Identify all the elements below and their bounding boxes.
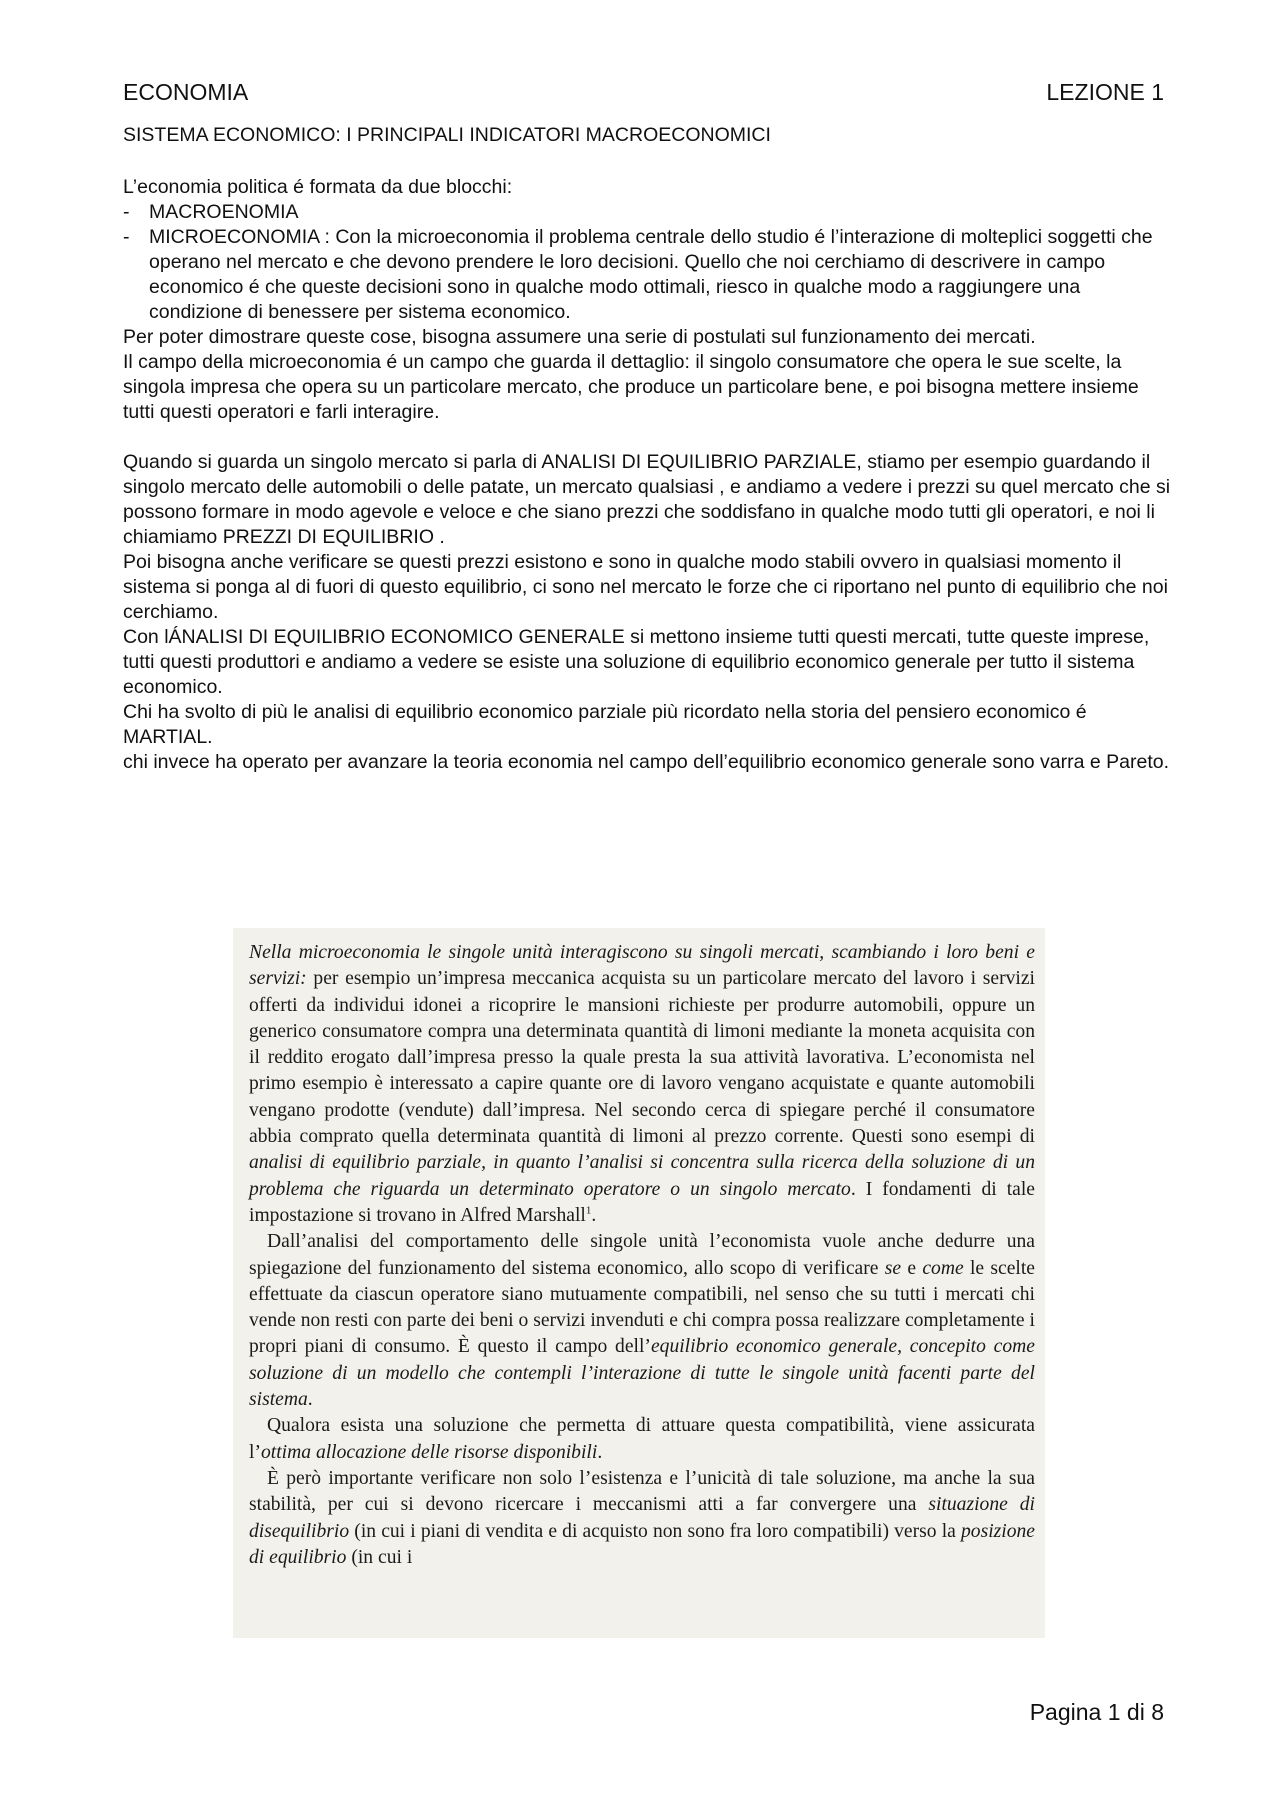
page-subtitle: SISTEMA ECONOMICO: I PRINCIPALI INDICATORI MACROECONOMICI xyxy=(123,124,771,146)
scan-text: . xyxy=(307,1389,313,1411)
paragraph: Poi bisogna anche verificare se questi prezzi esistono e sono in qualche modo stabili ovvero in qualsiasi momento il sistema si ponga al di fuori di questo equilibrio, ci sono nel mercato le forze che ci riportano nel punto di equilibrio che noi cerchiamo. xyxy=(123,551,1168,623)
body-text xyxy=(123,175,1173,775)
scan-italic: situazione di disequilibrio xyxy=(249,1494,1035,1542)
scan-italic: posizione di equilibrio xyxy=(249,1520,1035,1568)
paragraph: Quando si guarda un singolo mercato si parla di ANALISI DI EQUILIBRIO PARZIALE, stiamo per esempio guardando il singolo mercato delle automobili o delle patate, un mercato qualsiasi , e andiamo a vedere i prezzi su quel mercato che si possono formare in modo agevole e veloce e che siano prezzi che soddisfano in qualche modo tutti gli operatori, e noi li chiamiamo PREZZI DI EQUILIBRIO . xyxy=(123,451,1171,548)
spacer xyxy=(123,425,1173,450)
list-item: - MACROENOMIA xyxy=(123,200,1173,225)
paragraph: Per poter dimostrare queste cose, bisogna assumere una serie di postulati sul funzionamento dei mercati. xyxy=(123,326,1036,348)
scan-italic: equilibrio economico generale, concepito come soluzione di un modello che contempli l’interazione di tutte le singole unità facenti parte del sistema xyxy=(249,1336,1035,1411)
bullet-list xyxy=(123,200,1173,325)
scan-italic: come xyxy=(922,1257,964,1279)
paragraph: chi invece ha operato per avanzare la teoria economia nel campo dell’equilibrio economico generale sono varra e Pareto. xyxy=(123,751,1170,773)
lesson-number: LEZIONE 1 xyxy=(1046,79,1164,105)
intro-paragraph: L’economia politica é formata da due blocchi: xyxy=(123,176,513,198)
header-title: ECONOMIA xyxy=(123,79,249,105)
scan-text: per esempio un’impresa meccanica acquista su un particolare mercato del lavoro i servizi offerti da individui idonei a ricoprire le mansioni richieste per produrre automobili, oppure un generico consumatore compra una determinata quantità di limoni mediante la moneta acquisita con il reddito erogato dall’impresa presso la quale presta la sua attività lavorativa. L’economista nel primo esempio è interessato a capire quante ore di lavoro vengano acquistate e quante automobili vengano prodotte (vendute) dall’impresa. Nel secondo cerca di spiegare perché il consumatore abbia comprato quella determinata quantità di limoni al prezzo corrente. Questi sono esempi di xyxy=(249,968,1035,1148)
scan-text: . I fondamenti di tale impostazione si trovano in Alfred Marshall xyxy=(249,1178,1035,1226)
paragraph: Il campo della microeconomia é un campo che guarda il dettaglio: il singolo consumatore che opera le sue scelte, la singola impresa che opera su un particolare mercato, che produce un particolare bene, e poi bisogna mettere insieme tutti questi operatori e farli interagire. xyxy=(123,351,1139,423)
scan-text: le scelte effettuate da ciascun operatore siano mutuamente compatibili, nel senso che su tutti i mercati chi vende non resti con parte dei beni o servizi invenduti e chi compra possa realizzare completamente i propri piani di consumo. È questo il campo dell’ xyxy=(249,1257,1035,1358)
paragraph: Chi ha svolto di più le analisi di equilibrio economico parziale più ricordato nella storia del pensiero economico é MARTIAL. xyxy=(123,701,1087,748)
scan-text: . xyxy=(591,1204,597,1226)
footnote-marker: 1 xyxy=(585,1204,592,1217)
scan-text: (in cui i piani di vendita e di acquisto non sono fra loro compatibili) verso la xyxy=(349,1520,961,1542)
scan-italic: analisi di equilibrio parziale, in quanto l’analisi si concentra sulla ricerca della soluzione di un problema che riguarda un determinato operatore o un singolo mercato xyxy=(249,1152,1035,1200)
scan-italic: Nella microeconomia le singole unità interagiscono su singoli mercati, scambiando i loro beni e servizi: xyxy=(249,942,1035,990)
scan-text: È però importante verificare non solo l’esistenza e l’unicità di tale soluzione, ma anche la sua stabilità, per cui si devono ricercare i meccanismi atti a far convergere una xyxy=(249,1467,1035,1516)
paragraph: Con lÁNALISI DI EQUILIBRIO ECONOMICO GENERALE si mettono insieme tutti questi mercati, tutte queste imprese, tutti questi produttori e andiamo a vedere se esiste una soluzione di equilibrio economico generale per tutto il sistema economico. xyxy=(123,626,1150,698)
scan-text: (in cui i xyxy=(346,1546,413,1568)
scan-text: Qualora esista una soluzione che permetta di attuare questa compatibilità, viene assicurata l’ xyxy=(249,1415,1035,1463)
scan-paragraph xyxy=(249,1413,1035,1466)
scan-text: Dall’analisi del comportamento delle singole unità l’economista vuole anche dedurre una spiegazione del funzionamento del sistema economico, allo scopo di verificare xyxy=(249,1231,1035,1279)
list-item: - MICROECONOMIA : Con la microeconomia il problema centrale dello studio é l’interazione di molteplici soggetti che operano nel mercato e che devono prendere le loro decisioni. Quello che noi cerchiamo di descrivere in campo economico é che queste decisioni sono in qualche modo ottimali, riesco in qualche modo a raggiungere una condizione di benessere per sistema economico. xyxy=(123,225,1173,325)
scan-paragraph xyxy=(249,1229,1035,1413)
page-number: Pagina 1 di 8 xyxy=(1029,1699,1164,1725)
scan-text: . xyxy=(597,1441,603,1463)
scan-italic: se xyxy=(884,1257,902,1279)
scan-paragraph xyxy=(249,1466,1035,1571)
scanned-excerpt xyxy=(233,928,1045,1638)
scan-text: e xyxy=(901,1257,923,1279)
scan-italic: ottima allocazione delle risorse disponibili xyxy=(260,1441,598,1463)
scan-paragraph xyxy=(249,940,1035,1229)
